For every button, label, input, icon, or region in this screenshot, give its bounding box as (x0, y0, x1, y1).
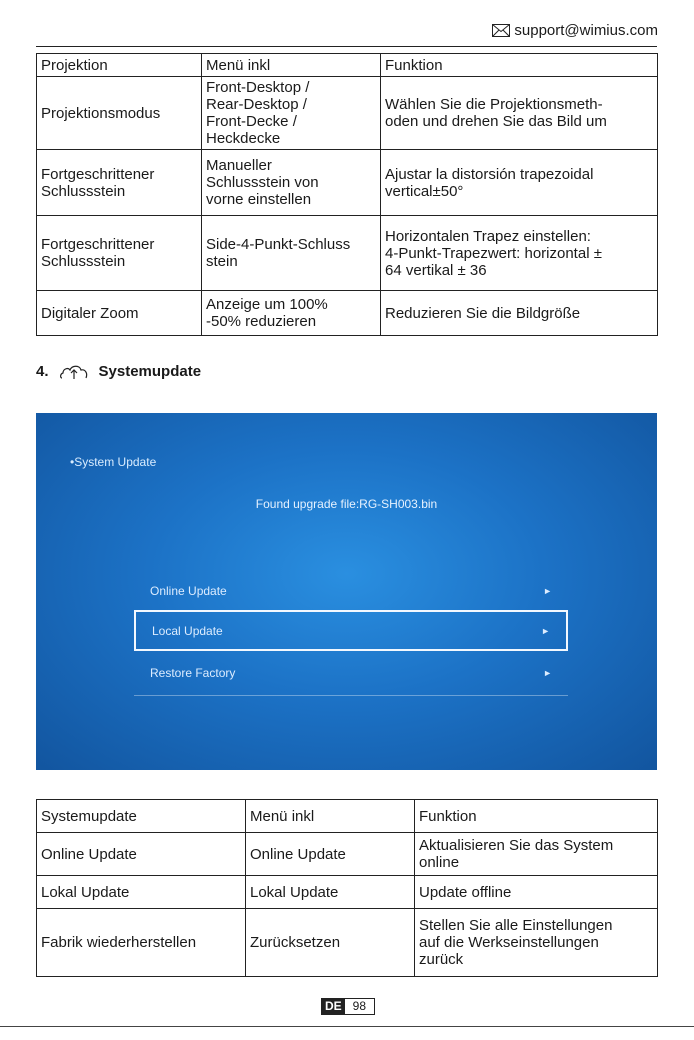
table-header-cell: Funktion (381, 54, 658, 77)
page-number-value: 98 (352, 999, 367, 1013)
system-update-screenshot (36, 413, 657, 770)
table-header-row (37, 54, 658, 77)
table-header-row (37, 800, 658, 833)
header-divider (36, 46, 657, 47)
table-cell: Reduzieren Sie die Bildgröße (381, 291, 658, 336)
menu-online-update[interactable] (134, 571, 568, 611)
upload-cloud-icon (59, 364, 89, 380)
footer-divider (0, 1026, 694, 1027)
screen-title: •System Update (70, 455, 157, 469)
table-cell: Front-Desktop / Rear-Desktop / Front-Decke / Heckdecke (202, 77, 381, 150)
chevron-right-icon: ► (541, 625, 550, 636)
section-title: Systemupdate (98, 363, 202, 380)
support-email[interactable]: support@wimius.com (514, 22, 658, 39)
table-cell: Update offline (415, 876, 658, 909)
table-cell: Stellen Sie alle Einstellungen auf die Werkseinstellungen zurück (415, 909, 658, 977)
menu-item-label: Local Update (152, 623, 223, 638)
table-cell: Wählen Sie die Projektionsmeth- oden und drehen Sie das Bild um (381, 77, 658, 150)
systemupdate-table (36, 799, 658, 977)
menu-item-label: Restore Factory (150, 666, 236, 680)
table-header-cell: Menü inkl (202, 54, 381, 77)
email-header (492, 22, 658, 39)
table-cell: Online Update (246, 833, 415, 876)
table-header-cell: Funktion (415, 800, 658, 833)
table-cell: Projektionsmodus (37, 77, 202, 150)
table-cell: Anzeige um 100% -50% reduzieren (202, 291, 381, 336)
table-cell: Online Update (37, 833, 246, 876)
table-header-cell: Projektion (37, 54, 202, 77)
menu-item-label: Online Update (150, 584, 227, 598)
table-row (37, 909, 658, 977)
table-row (37, 876, 658, 909)
envelope-icon (492, 24, 510, 37)
table-cell: Manueller Schlussstein von vorne einstellen (202, 150, 381, 216)
chevron-right-icon: ► (543, 668, 552, 678)
section-heading (36, 363, 201, 380)
found-file-message: Found upgrade file:RG-SH003.bin (255, 497, 438, 511)
table-row (37, 833, 658, 876)
table-cell: Digitaler Zoom (37, 291, 202, 336)
table-cell: Fabrik wiederherstellen (37, 909, 246, 977)
page-number (321, 998, 375, 1015)
table-cell: Side-4-Punkt-Schluss stein (202, 216, 381, 291)
table-row (37, 77, 658, 150)
table-header-cell: Menü inkl (246, 800, 415, 833)
projection-table (36, 53, 658, 336)
table-row (37, 150, 658, 216)
table-cell: Aktualisieren Sie das System online (415, 833, 658, 876)
table-cell: Zurücksetzen (246, 909, 415, 977)
table-row (37, 291, 658, 336)
table-cell: Lokal Update (37, 876, 246, 909)
table-cell: Horizontalen Trapez einstellen: 4-Punkt-Trapezwert: horizontal ± 64 vertikal ± 36 (381, 216, 658, 291)
table-cell: Fortgeschrittener Schlussstein (37, 150, 202, 216)
menu-restore-factory[interactable] (134, 653, 568, 693)
table-row (37, 216, 658, 291)
menu-divider (134, 695, 568, 696)
chevron-right-icon: ► (543, 586, 552, 596)
table-cell: Fortgeschrittener Schlussstein (37, 216, 202, 291)
table-cell: Lokal Update (246, 876, 415, 909)
section-number: 4. (36, 363, 49, 380)
table-header-cell: Systemupdate (37, 800, 246, 833)
language-badge: DE (322, 999, 345, 1014)
table-cell: Ajustar la distorsión trapezoidal vertical±50° (381, 150, 658, 216)
menu-local-update[interactable] (134, 610, 568, 651)
